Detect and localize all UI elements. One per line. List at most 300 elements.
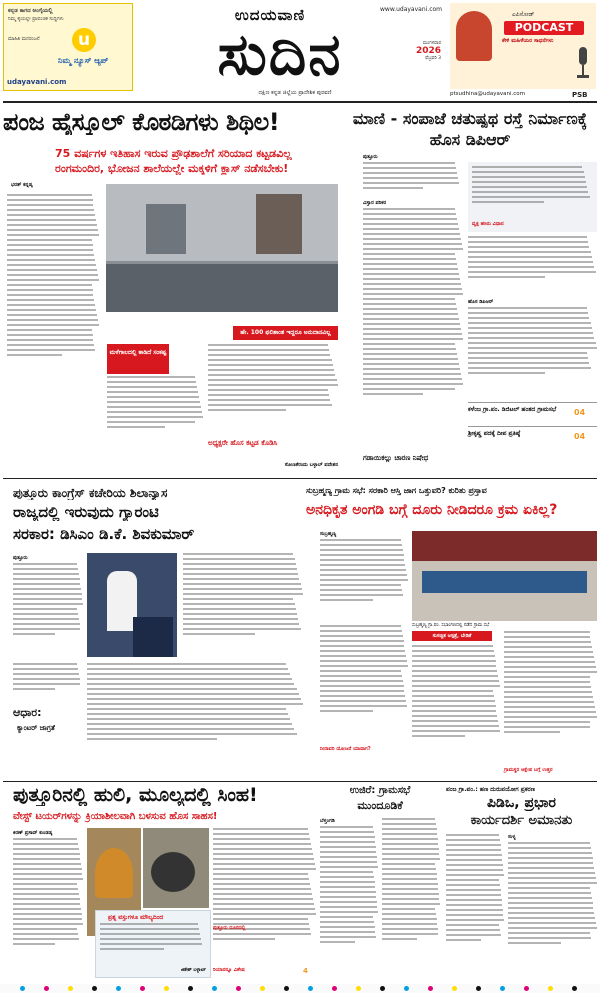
text-line — [13, 583, 80, 585]
story1-sub2: ರಂಗಮಂದಿರ, ಭೋಜನ ಶಾಲೆಯಲ್ಲೇ ಮಕ್ಕಳಿಗೆ ಕ್ಲಾಸ್ ನಡೆಸಬೇಕು! — [55, 163, 289, 175]
text-line — [87, 678, 292, 680]
text-line — [13, 673, 79, 675]
text-line — [468, 266, 594, 268]
text-line — [87, 698, 301, 700]
text-line — [320, 579, 408, 581]
text-line — [363, 263, 457, 265]
text-line — [13, 933, 78, 935]
brief1-text: ಕಳೆಂಜ ಗ್ರಾ.ಪಂ. ಡಿಜಿಟಲ್ ಹಂತದ ಗ್ರಾಮಸಭೆ — [468, 406, 557, 413]
text-line — [13, 623, 80, 625]
text-line — [320, 705, 407, 707]
text-line — [87, 718, 290, 720]
story2-body-left — [363, 162, 463, 198]
text-line — [508, 872, 595, 874]
story4-body-left — [320, 539, 408, 621]
text-line — [213, 933, 311, 935]
text-line — [13, 913, 82, 915]
text-line — [183, 608, 296, 610]
text-line — [87, 663, 286, 665]
text-line — [320, 675, 402, 677]
registration-dot — [116, 986, 121, 991]
text-line — [13, 683, 80, 685]
text-line — [363, 373, 461, 375]
text-line — [363, 333, 462, 335]
story1-byline: ಭರತ್ ಕನ್ನಡ್ಕ — [11, 182, 33, 188]
text-line — [363, 273, 459, 275]
text-line — [183, 583, 301, 585]
text-line — [208, 349, 329, 351]
text-line — [320, 574, 407, 576]
text-line — [363, 208, 455, 210]
text-line — [107, 406, 201, 408]
text-line — [446, 929, 500, 931]
story4-question2: ಗ್ರಾಮಸ್ಥರ ಆಕ್ಷೇಪ ಬಗ್ಗೆ ಉತ್ತರ — [504, 767, 553, 773]
registration-dot — [548, 986, 553, 991]
story7-headline2: ಕಾರ್ಯದರ್ಶಿ ಅಮಾನತು — [470, 814, 573, 828]
story5-byline: ಕಿರಣ್ ಪ್ರಸಾದ್ ಕುಂಡಡ್ಕ — [13, 830, 53, 836]
text-line — [363, 213, 456, 215]
story4-body-left2 — [320, 625, 408, 743]
brief1[interactable] — [468, 402, 597, 425]
story5-sub-head: ಪುತ್ತೂರು ದೂರದಲ್ಲಿ — [213, 925, 246, 931]
text-line — [382, 858, 440, 860]
text-line — [13, 938, 79, 940]
text-line — [508, 932, 590, 934]
text-line — [320, 861, 377, 863]
text-line — [320, 846, 376, 848]
story2-body-right2 — [468, 307, 597, 397]
text-line — [468, 362, 589, 364]
podcast-caption: ಕೇಳಿ ಮಹಿಳೆಯರ ಸಾಧನೆಗಳು — [502, 38, 554, 44]
text-line — [213, 878, 309, 880]
text-line — [363, 218, 457, 220]
text-line — [13, 848, 79, 850]
text-line — [320, 841, 375, 843]
text-line — [13, 843, 78, 845]
text-line — [382, 848, 439, 850]
text-line — [320, 584, 401, 586]
text-line — [363, 323, 460, 325]
text-line — [13, 858, 80, 860]
text-line — [208, 344, 328, 346]
text-line — [13, 918, 82, 920]
text-line — [7, 259, 95, 261]
text-line — [13, 853, 80, 855]
text-line — [382, 853, 439, 855]
text-line — [213, 868, 316, 870]
text-line — [7, 239, 92, 241]
text-line — [183, 633, 255, 635]
text-line — [320, 559, 404, 561]
text-line — [382, 908, 435, 910]
story4-body-mid — [412, 645, 500, 765]
text-line — [13, 613, 78, 615]
text-line — [382, 933, 438, 935]
text-line — [412, 660, 496, 662]
text-line — [13, 928, 77, 930]
text-line — [508, 907, 593, 909]
text-line — [504, 676, 590, 678]
text-line — [320, 539, 401, 541]
text-line — [213, 888, 311, 890]
text-line — [320, 941, 355, 943]
text-line — [412, 650, 494, 652]
podcast-word: PODCAST — [504, 21, 584, 35]
text-line — [87, 708, 286, 710]
text-line — [213, 873, 308, 875]
text-line — [320, 690, 404, 692]
text-line — [508, 867, 594, 869]
story5-photo2 — [143, 828, 209, 908]
text-line — [107, 411, 202, 413]
text-line — [382, 928, 438, 930]
left-ad-line1: ಕನ್ನಡ ಕಾಗದ ಅಂಗೈಯಲ್ಲಿ — [8, 8, 53, 14]
text-line — [508, 902, 593, 904]
text-line — [468, 342, 596, 344]
text-line — [13, 568, 78, 570]
text-line — [13, 883, 77, 885]
text-line — [382, 868, 436, 870]
text-line — [13, 618, 79, 620]
text-line — [320, 645, 404, 647]
text-line — [107, 391, 198, 393]
story4-kicker: ಸುಬ್ರಹ್ಮಣ್ಯ ಗ್ರಾಮ ಸಭೆ: ಸರಕಾರಿ ಆಸ್ತಿ ಜಾಗ ಒತ್ತುವರಿ? ಕುರಿತು ಪ್ರಸ್ತಾವ — [306, 486, 487, 495]
text-line — [382, 888, 438, 890]
text-line — [100, 948, 164, 950]
story2-body-left2 — [363, 208, 463, 452]
text-line — [107, 381, 196, 383]
text-line — [504, 671, 597, 673]
masthead-rule — [3, 101, 597, 103]
email[interactable]: ptsudhina@udayavani.com — [450, 91, 525, 97]
text-line — [320, 836, 375, 838]
text-line — [208, 409, 286, 411]
text-line — [508, 912, 594, 914]
story4-headline: ಅನಧಿಕೃತ ಅಂಗಡಿ ಬಗ್ಗೆ ದೂರು ನೀಡಿದರೂ ಕ್ರಮ ಏಕಿಲ್ಲ? — [306, 503, 558, 518]
text-line — [363, 328, 461, 330]
story6-body-left — [320, 826, 378, 976]
text-line — [208, 404, 332, 406]
text-line — [320, 670, 401, 672]
text-line — [87, 728, 294, 730]
text-line — [363, 363, 459, 365]
text-line — [382, 873, 437, 875]
text-line — [363, 162, 455, 164]
text-line — [13, 898, 80, 900]
text-line — [183, 578, 299, 580]
text-line — [382, 878, 437, 880]
text-line — [446, 839, 500, 841]
text-line — [7, 319, 98, 321]
text-line — [504, 721, 590, 723]
text-line — [363, 278, 460, 280]
text-line — [213, 838, 310, 840]
story5 — [3, 784, 316, 979]
text-line — [508, 927, 597, 929]
text-line — [208, 394, 329, 396]
story4-question: ನೀರಾವರಿ ಯೋಜನೆ ಯಾವಾಗ? — [320, 746, 371, 752]
text-line — [87, 723, 292, 725]
text-line — [446, 909, 503, 911]
text-line — [87, 683, 294, 685]
story3-byline: ಪುತ್ತೂರು — [13, 555, 28, 561]
registration-dot — [356, 986, 361, 991]
text-line — [363, 167, 456, 169]
text-line — [363, 368, 460, 370]
text-line — [183, 553, 293, 555]
text-line — [13, 893, 79, 895]
story6-body-right — [382, 818, 440, 976]
podcast-ad[interactable] — [450, 3, 596, 89]
text-line — [320, 710, 373, 712]
text-line — [504, 651, 593, 653]
text-line — [320, 891, 376, 893]
text-line — [382, 913, 436, 915]
story4-byline: ಸುಬ್ರಹ್ಮಣ್ಯ — [320, 531, 337, 537]
text-line — [468, 256, 592, 258]
text-line — [13, 668, 78, 670]
text-line — [446, 864, 503, 866]
text-line — [446, 849, 501, 851]
text-line — [7, 264, 96, 266]
story7-body-left — [446, 834, 504, 976]
registration-dot — [404, 986, 409, 991]
text-line — [320, 921, 374, 923]
brief2-text: ಶ್ರೀಕೃಷ್ಣ ಪದಕ್ಕೆ ದೀಪ ಪ್ರತಿಷ್ಠೆ — [468, 430, 521, 437]
text-line — [412, 685, 500, 687]
story5-box-title: ಪ್ರಶ್ನ ವಸ್ತುಗಳೂ ಮೌಲ್ಯದಿಂದ — [108, 914, 164, 921]
text-line — [363, 268, 458, 270]
story7-kicker: ಪಂಜ ಗ್ರಾ.ಪಂ.: ಹಣ ದುರುಪಯೋಗ ಪ್ರಕರಣ — [446, 786, 535, 793]
text-line — [183, 603, 295, 605]
podcast-portrait — [456, 11, 492, 61]
text-line — [13, 663, 77, 665]
text-line — [7, 254, 94, 256]
text-line — [13, 888, 78, 890]
text-line — [446, 899, 502, 901]
text-line — [320, 554, 404, 556]
text-line — [412, 705, 496, 707]
text-line — [183, 558, 295, 560]
text-line — [472, 166, 582, 168]
tagline: ದಕ್ಷಿಣ ಕನ್ನಡ ಜಿಲ್ಲೆಯ ಪ್ರಾದೇಶಿಕ ಪುರವಣಿ — [258, 90, 332, 96]
text-line — [320, 831, 374, 833]
text-line — [472, 176, 585, 178]
story3-body-left2 — [13, 663, 83, 703]
text-line — [382, 863, 435, 865]
mic-icon — [575, 47, 591, 83]
text-line — [363, 223, 458, 225]
brief2[interactable] — [468, 426, 597, 449]
text-line — [468, 251, 591, 253]
text-line — [13, 593, 82, 595]
registration-dot — [92, 986, 97, 991]
text-line — [7, 209, 94, 211]
text-line — [320, 881, 375, 883]
text-line — [87, 738, 217, 740]
story1-photo — [106, 184, 338, 312]
text-line — [208, 389, 328, 391]
registration-dot — [164, 986, 169, 991]
date-month: ಫೆಬ್ರವರಿ 3 — [425, 56, 441, 61]
text-line — [363, 303, 456, 305]
text-line — [13, 868, 82, 870]
text-line — [183, 593, 303, 595]
text-line — [382, 918, 437, 920]
story1-body-right — [208, 344, 338, 434]
registration-dot — [380, 986, 385, 991]
text-line — [320, 931, 375, 933]
text-line — [412, 645, 493, 647]
text-line — [363, 353, 457, 355]
text-line — [446, 834, 499, 836]
text-line — [468, 372, 545, 374]
podcast-label: ಎಪಿಸೋಡ್ — [512, 11, 535, 18]
text-line — [363, 288, 462, 290]
text-line — [363, 313, 458, 315]
story2-side-head: ಹೊಸ ಡಿಪಿಆರ್ — [468, 299, 494, 305]
text-line — [363, 318, 459, 320]
text-line — [13, 873, 82, 875]
text-line — [320, 901, 377, 903]
text-line — [446, 869, 503, 871]
text-line — [446, 934, 501, 936]
code: PSB — [572, 91, 588, 99]
text-line — [183, 598, 293, 600]
text-line — [107, 401, 200, 403]
text-line — [13, 878, 83, 880]
text-line — [7, 284, 92, 286]
text-line — [363, 187, 423, 189]
text-line — [468, 322, 591, 324]
text-line — [183, 628, 301, 630]
text-line — [412, 735, 465, 737]
text-line — [100, 923, 198, 925]
story5-page: 4 — [303, 967, 308, 975]
text-line — [412, 710, 496, 712]
story5-box — [95, 910, 211, 978]
text-line — [208, 384, 338, 386]
text-line — [320, 665, 408, 667]
story3 — [3, 481, 303, 779]
text-line — [183, 568, 297, 570]
text-line — [7, 339, 93, 341]
text-line — [468, 241, 588, 243]
text-line — [7, 294, 93, 296]
text-line — [412, 670, 497, 672]
text-line — [7, 194, 92, 196]
brief2-page: 04 — [574, 432, 586, 441]
text-line — [7, 229, 98, 231]
text-line — [508, 847, 591, 849]
text-line — [7, 224, 97, 226]
text-line — [382, 838, 438, 840]
text-line — [87, 668, 288, 670]
story3-body-mid — [183, 553, 303, 661]
text-line — [468, 276, 545, 278]
text-line — [7, 299, 94, 301]
text-line — [412, 675, 498, 677]
text-line — [107, 426, 165, 428]
text-line — [363, 248, 463, 250]
text-line — [472, 181, 586, 183]
text-line — [504, 706, 595, 708]
text-line — [320, 826, 373, 828]
text-line — [13, 563, 77, 565]
text-line — [87, 733, 297, 735]
text-line — [87, 688, 297, 690]
text-line — [382, 903, 440, 905]
text-line — [382, 883, 438, 885]
text-line — [320, 896, 376, 898]
story2-headline: ಮಾಣಿ - ಸಂಪಾಜೆ ಚತುಷ್ಪಥ ರಸ್ತೆ ನಿರ್ಮಾಣಕ್ಕೆ ಹೊಸ ಡಿಪಿಆರ್ — [352, 109, 588, 149]
text-line — [320, 886, 375, 888]
text-line — [183, 623, 299, 625]
text-line — [7, 314, 97, 316]
story5-body-left — [13, 838, 83, 976]
text-line — [363, 338, 463, 340]
story7-byline: ಸುಳ್ಯ — [508, 834, 516, 840]
story5-box-text — [100, 923, 206, 965]
website[interactable]: www.udayavani.com — [380, 6, 443, 13]
text-line — [13, 688, 55, 690]
left-ad-line3: ಮಾಹಿತಿ ಮನರಂಜನೆ — [8, 37, 40, 42]
text-line — [468, 236, 587, 238]
story1-sub1: 75 ವರ್ಷಗಳ ಇತಿಹಾಸ ಇರುವ ಪ್ರೌಢಶಾಲೆಗೆ ಸರಿಯಾದ ಕಟ್ಟಡವಿಲ್ಲ — [55, 148, 292, 160]
text-line — [504, 656, 594, 658]
text-line — [320, 685, 404, 687]
text-line — [13, 908, 81, 910]
text-line — [100, 928, 199, 930]
registration-dot — [236, 986, 241, 991]
story1-body-mid — [107, 376, 203, 446]
text-line — [320, 916, 373, 918]
story3-headline2: ರಾಜ್ಯದಲ್ಲಿ ಇರುವುದು ಗ್ಯಾರಂಟಿ — [13, 505, 159, 521]
text-line — [468, 317, 589, 319]
text-line — [363, 358, 458, 360]
rule-mid2 — [3, 781, 597, 782]
text-line — [320, 630, 402, 632]
left-ad[interactable] — [3, 3, 133, 91]
paper-name: ಉದಯವಾಣಿ — [234, 6, 306, 24]
text-line — [7, 199, 93, 201]
story5-sub-head2: ರಿಯಾರನ್ನೂ ವಿಶೇಷ — [213, 967, 245, 973]
text-line — [363, 182, 459, 184]
story6-headline: ಮುಂದೂಡಿಕೆ — [357, 800, 403, 812]
text-line — [13, 633, 55, 635]
text-line — [412, 730, 500, 732]
text-line — [382, 923, 437, 925]
text-line — [13, 588, 81, 590]
story3-headline1: ಪುತ್ತೂರು ಕಾಂಗ್ರೆಸ್ ಕಚೇರಿಯ ಶಿಲಾನ್ಯಾಸ — [13, 487, 168, 500]
text-line — [208, 359, 332, 361]
text-line — [100, 943, 202, 945]
text-line — [472, 186, 587, 188]
text-line — [87, 703, 303, 705]
text-line — [320, 695, 405, 697]
story1-footer: ಸೋಣಕೆರಂದು ಬಳ್ಳಾಲ್ ಪದೇಶನ — [284, 462, 338, 468]
text-line — [446, 924, 499, 926]
text-line — [504, 701, 594, 703]
text-line — [320, 851, 376, 853]
story4-caption: ಸುಬ್ರಹ್ಮಣ್ಯ ಗ್ರಾ.ಪಂ. ಸಭಾಂಗಣದಲ್ಲಿ ನಡೆದ ಗ್ರಾಮ ಸಭೆ — [412, 623, 490, 628]
text-line — [183, 613, 297, 615]
text-line — [320, 660, 407, 662]
text-line — [320, 640, 404, 642]
text-line — [100, 933, 200, 935]
story1 — [3, 106, 338, 476]
registration-dot — [500, 986, 505, 991]
